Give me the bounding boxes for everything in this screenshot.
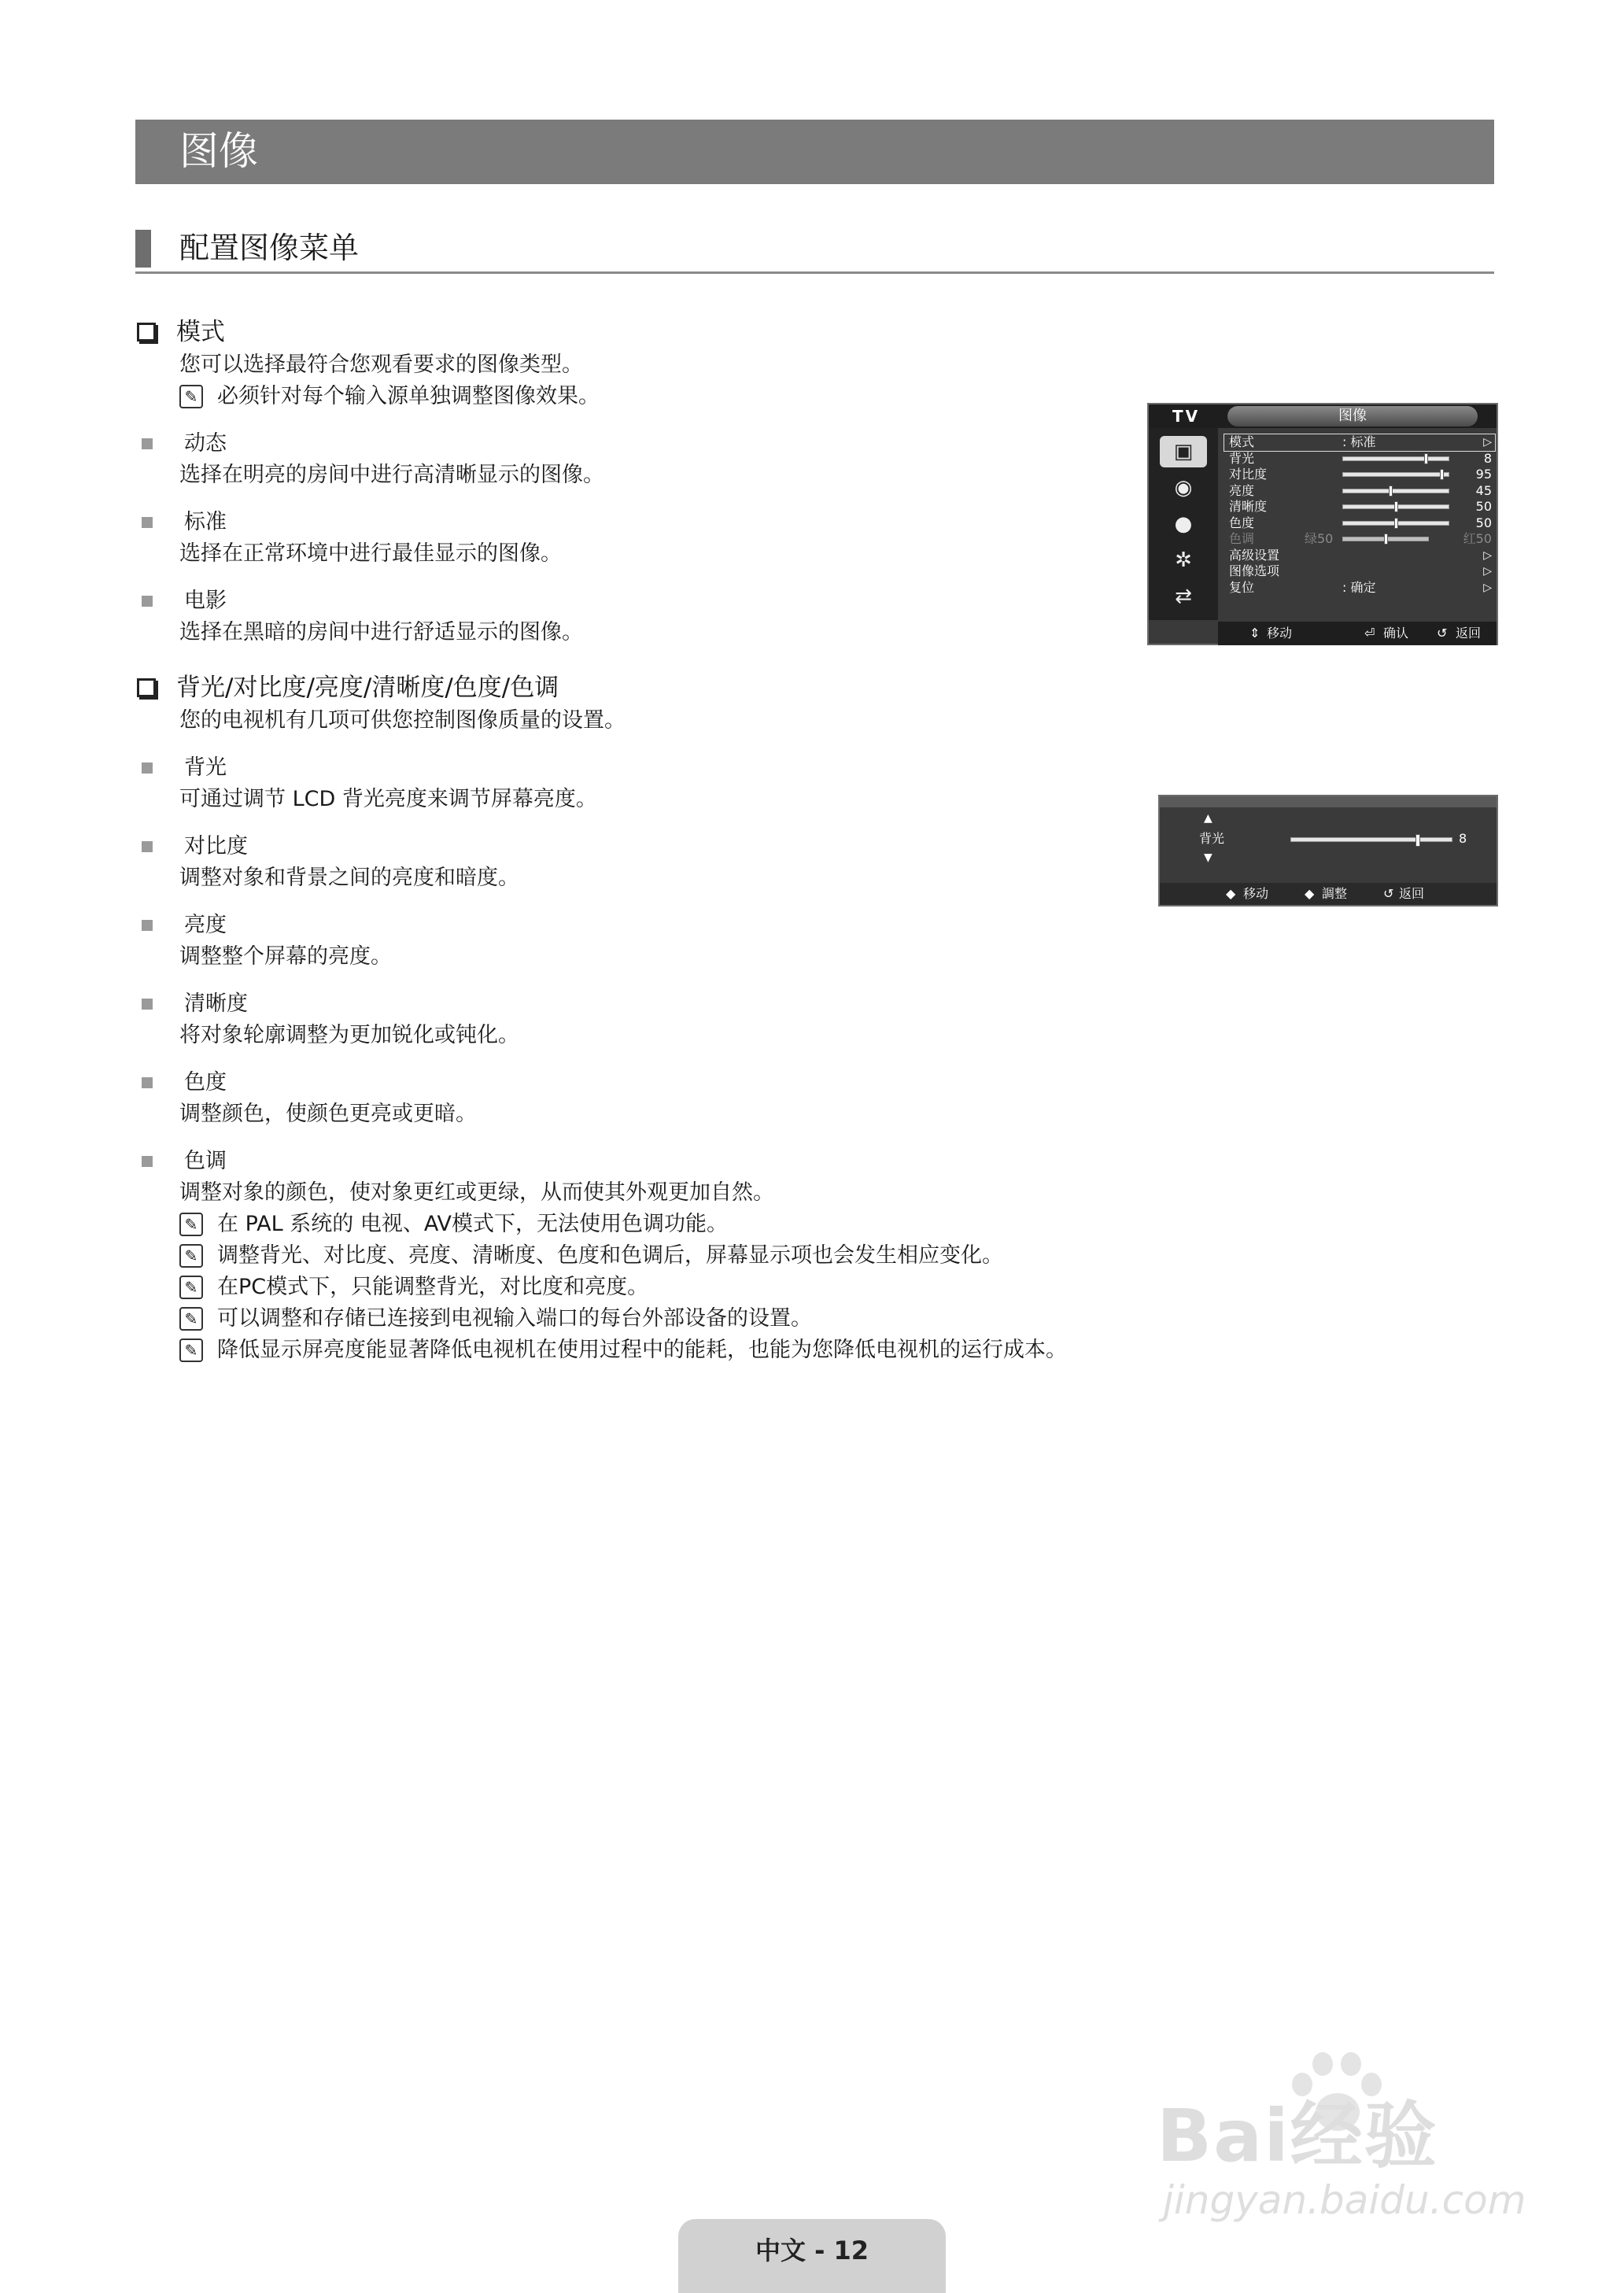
osd-slider-knob[interactable] — [1415, 834, 1420, 847]
item-name: 色度 — [184, 1070, 227, 1095]
osd-slider-track — [1342, 537, 1429, 541]
osd-row-mode[interactable] — [1224, 434, 1495, 451]
item-desc: 调整颜色，使颜色更亮或更暗。 — [179, 1102, 477, 1126]
item-name: 电影 — [184, 589, 227, 613]
return-icon: ↺ — [1383, 886, 1394, 901]
osd-slider-knob[interactable] — [1394, 501, 1398, 512]
note-pencil-icon: ✎ — [179, 1213, 203, 1236]
section-marker — [135, 230, 151, 268]
square-bullet-icon — [142, 517, 153, 528]
footer-move: 移动 — [1267, 626, 1293, 641]
arrow-right-icon: ▷ — [1483, 436, 1492, 449]
mode-desc: 您可以选择最符合您观看要求的图像类型。 — [179, 353, 583, 377]
list-item — [135, 988, 1158, 1020]
row-label: 亮度 — [1229, 482, 1255, 498]
row-value: 95 — [1475, 467, 1492, 482]
square-bullet-icon — [142, 596, 153, 607]
osd-slider-track — [1342, 504, 1449, 509]
row-label: 色调 — [1229, 531, 1255, 546]
osd-footer — [1218, 622, 1497, 645]
row-value: 8 — [1483, 450, 1492, 466]
page-title: 图像 — [179, 128, 258, 174]
note — [179, 1272, 1158, 1303]
slider-value: 8 — [1459, 831, 1467, 846]
osd-slider-track — [1342, 489, 1449, 493]
osd-rows — [1224, 434, 1495, 596]
up-arrow-icon: ▲ — [1204, 812, 1212, 825]
row-value: 50 — [1475, 499, 1492, 514]
item-name: 背光 — [184, 755, 227, 780]
setup-icon[interactable]: ✲ — [1175, 548, 1192, 572]
list-item — [135, 752, 1158, 784]
list-item — [135, 1067, 1158, 1098]
square-bullet-icon — [142, 841, 153, 852]
footer-move: 移动 — [1243, 886, 1269, 901]
item-desc: 将对象轮廓调整为更加锐化或钝化。 — [179, 1023, 519, 1047]
row-label: 清晰度 — [1229, 499, 1268, 514]
watermark-brand: Bai经验 — [1157, 2094, 1438, 2178]
note-pencil-icon: ✎ — [179, 1244, 203, 1268]
adjust-heading-text: 背光/对比度/亮度/清晰度/色度/色调 — [176, 674, 559, 702]
adjust-heading — [135, 670, 1158, 705]
list-item — [135, 507, 1158, 538]
osd-row-contrast[interactable] — [1224, 467, 1495, 483]
footer-return: 返回 — [1456, 626, 1482, 641]
osd-slider-track — [1290, 837, 1452, 842]
osd-row-brightness[interactable] — [1224, 483, 1495, 500]
osd-row-options[interactable] — [1224, 563, 1495, 580]
item-desc: 可通过调节 LCD 背光亮度来调节屏幕亮度。 — [179, 787, 597, 811]
note-pencil-icon: ✎ — [179, 385, 203, 408]
square-bullet-icon — [142, 438, 153, 449]
tint-red-value: 红50 — [1463, 531, 1492, 546]
updown-arrow-icon: ⇕ — [1249, 626, 1260, 641]
checkbox-bullet-icon — [137, 678, 156, 697]
arrow-right-icon: ▷ — [1483, 548, 1492, 562]
row-value: 50 — [1475, 515, 1492, 530]
picture-icon[interactable]: ▣ — [1160, 436, 1207, 467]
page-number-tab — [678, 2219, 946, 2293]
item-desc: 调整对象和背景之间的亮度和暗度。 — [179, 866, 519, 890]
osd-row-backlight[interactable] — [1224, 451, 1495, 467]
leftright-arrow-icon: ◆ — [1305, 886, 1315, 901]
square-bullet-icon — [142, 1077, 153, 1088]
row-label: 图像选项 — [1229, 563, 1280, 578]
osd-slider-track — [1342, 521, 1449, 526]
note-text: 降低显示屏亮度能显著降低电视机在使用过程中的能耗，也能为您降低电视机的运行成本。 — [217, 1338, 1067, 1362]
note-pencil-icon: ✎ — [179, 1276, 203, 1299]
note-text: 调整背光、对比度、亮度、清晰度、色度和色调后，屏幕显示项也会发生相应变化。 — [217, 1243, 1003, 1268]
row-label: 复位 — [1229, 579, 1255, 595]
item-name: 色调 — [184, 1149, 227, 1173]
item-name: 标准 — [184, 510, 227, 534]
mode-heading-text: 模式 — [176, 318, 225, 346]
row-value: 45 — [1475, 482, 1492, 498]
note — [179, 1303, 1158, 1335]
note — [179, 1209, 1158, 1240]
list-item — [135, 831, 1158, 862]
row-label: 对比度 — [1229, 467, 1268, 482]
osd-slider-track — [1342, 472, 1449, 477]
mode-heading — [135, 315, 1158, 349]
note — [179, 1240, 1158, 1272]
osd-top-strip — [1160, 796, 1497, 807]
square-bullet-icon — [142, 762, 153, 774]
osd-sidebar — [1149, 428, 1218, 620]
osd-slider-knob — [1384, 534, 1388, 545]
sound-icon[interactable]: ◉ — [1174, 476, 1193, 500]
row-value: : 标准 — [1342, 434, 1376, 449]
row-label: 色度 — [1229, 515, 1255, 530]
note — [179, 381, 1158, 412]
section-heading — [135, 227, 1494, 274]
note-pencil-icon: ✎ — [179, 1339, 203, 1362]
note-text: 必须针对每个输入源单独调整图像效果。 — [217, 384, 600, 408]
osd-title: 图像 — [1227, 406, 1478, 426]
main-content — [135, 315, 1158, 1366]
square-bullet-icon — [142, 999, 153, 1010]
watermark-url: jingyan.baidu.com — [1163, 2177, 1526, 2223]
return-icon: ↺ — [1437, 626, 1448, 641]
list-item — [135, 585, 1158, 617]
note-text: 在PC模式下，只能调整背光，对比度和亮度。 — [217, 1275, 649, 1299]
note-pencil-icon: ✎ — [179, 1307, 203, 1331]
slider-label: 背光 — [1199, 831, 1225, 846]
item-name: 动态 — [184, 431, 227, 456]
osd-header — [1149, 404, 1497, 428]
osd-row-sharpness[interactable] — [1224, 499, 1495, 515]
item-desc: 调整对象的颜色，使对象更红或更绿，从而使其外观更加自然。 — [179, 1180, 774, 1205]
osd-slider-track — [1342, 456, 1449, 461]
list-item — [135, 1146, 1158, 1177]
arrow-right-icon: ▷ — [1483, 581, 1492, 594]
osd-row-color[interactable] — [1224, 515, 1495, 532]
list-item — [135, 428, 1158, 460]
adjust-desc: 您的电视机有几项可供您控制图像质量的设置。 — [179, 708, 626, 733]
item-name: 对比度 — [184, 834, 248, 858]
square-bullet-icon — [142, 1156, 153, 1167]
down-arrow-icon: ▼ — [1204, 851, 1212, 864]
arrow-right-icon: ▷ — [1483, 565, 1492, 578]
input-icon[interactable]: ⇄ — [1175, 585, 1192, 608]
osd-source-label: TV — [1172, 407, 1201, 426]
row-label: 背光 — [1229, 450, 1255, 466]
osd-slider-knob[interactable] — [1389, 486, 1393, 497]
tint-green-value: 绿50 — [1305, 531, 1334, 546]
section-title: 配置图像菜单 — [179, 231, 360, 265]
osd-backlight-slider — [1158, 795, 1498, 906]
row-value: : 确定 — [1342, 579, 1376, 595]
osd-slider-knob[interactable] — [1394, 518, 1398, 529]
note-text: 可以调整和存储已连接到电视输入端口的每台外部设备的设置。 — [217, 1306, 812, 1331]
osd-row-tint — [1224, 531, 1495, 548]
checkbox-bullet-icon — [137, 323, 156, 342]
updown-arrow-icon: ◆ — [1226, 886, 1236, 901]
row-label: 模式 — [1229, 434, 1255, 449]
enter-icon: ⏎ — [1364, 626, 1375, 641]
item-desc: 选择在黑暗的房间中进行舒适显示的图像。 — [179, 620, 583, 644]
note-text: 在 PAL 系统的 电视、AV模式下，无法使用色调功能。 — [217, 1212, 729, 1236]
page-number: 中文 - 12 — [755, 2236, 869, 2265]
osd-slider-footer — [1160, 883, 1497, 905]
item-desc: 选择在明亮的房间中进行高清晰显示的图像。 — [179, 463, 604, 487]
footer-adjust: 調整 — [1322, 886, 1348, 901]
footer-enter: 确认 — [1383, 626, 1409, 641]
page-title-bar — [135, 120, 1494, 184]
osd-row-reset[interactable] — [1224, 580, 1495, 596]
osd-slider-knob[interactable] — [1440, 469, 1444, 480]
note — [179, 1335, 1158, 1366]
osd-row-advanced[interactable] — [1224, 548, 1495, 564]
square-bullet-icon — [142, 920, 153, 931]
list-item — [135, 910, 1158, 941]
item-name: 亮度 — [184, 913, 227, 937]
osd-slider-knob[interactable] — [1424, 453, 1428, 464]
osd-picture-menu — [1147, 403, 1498, 645]
item-desc: 调整整个屏幕的亮度。 — [179, 944, 392, 969]
item-name: 清晰度 — [184, 991, 248, 1016]
channel-icon[interactable]: ● — [1174, 512, 1193, 536]
row-label: 高级设置 — [1229, 547, 1280, 563]
footer-return: 返回 — [1399, 886, 1425, 901]
item-desc: 选择在正常环境中进行最佳显示的图像。 — [179, 541, 562, 566]
